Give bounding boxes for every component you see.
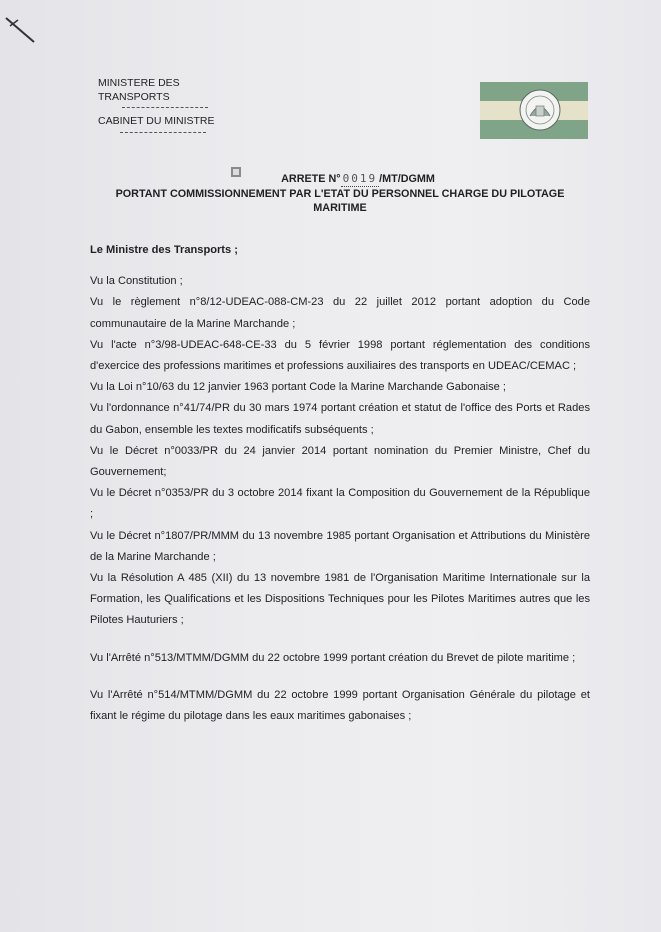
decree-title <box>96 172 584 215</box>
visa-paragraph: Vu le règlement n°8/12-UDEAC-088-CM-23 du 22 juillet 2012 portant adoption du Code communautaire de la Marine Marchande ; <box>90 296 590 330</box>
ministry-name: MINISTERE DES TRANSPORTS <box>98 77 180 103</box>
visa-paragraph: Vu l'acte n°3/98-UDEAC-648-CE-33 du 5 février 1998 portant réglementation des conditions d'exercice des professions maritimes et professions auxiliaires des transports en UDEAC/CEMAC ; <box>90 338 590 373</box>
decree-prefix: ARRETE N° <box>281 173 341 185</box>
pen-mark-icon <box>4 14 38 48</box>
ministry-header <box>98 76 248 139</box>
visa-paragraph: Vu le Décret n°0033/PR du 24 janvier 2014 portant nomination du Premier Ministre, Chef du Gouvernement; <box>90 444 590 479</box>
minister-line: Le Ministre des Transports ; <box>90 244 238 256</box>
decree-number-line <box>114 172 602 187</box>
gabonese-republic-emblem <box>480 82 588 139</box>
header-divider <box>120 131 206 133</box>
decree-subject-line2: MARITIME <box>313 202 367 214</box>
visa-paragraph: Vu la Constitution ; <box>90 275 183 288</box>
visa-paragraph: Vu la Résolution A 485 (XII) du 13 novembre 1981 de l'Organisation Maritime Internationale sur la Formation, les Qualifications et les Dispositions Techniques pour les Pilotes Maritimes autres que les Pilotes Hauturiers ; <box>90 572 590 627</box>
visa-paragraph: Vu l'Arrêté n°514/MTMM/DGMM du 22 octobre 1999 portant Organisation Générale du pilotage et fixant le régime du pilotage dans les eaux maritimes gabonaises ; <box>90 688 590 723</box>
visa-paragraph: Vu l'ordonnance n°41/74/PR du 30 mars 1974 portant création et statut de l'office des Ports et Rades du Gabon, ensemble les textes modificatifs subséquents ; <box>90 402 590 436</box>
visa-paragraph: Vu la Loi n°10/63 du 12 janvier 1963 portant Code la Marine Marchande Gabonaise ; <box>90 381 506 394</box>
cabinet-name: CABINET DU MINISTRE <box>98 115 215 127</box>
decree-number: 0019 <box>342 172 378 185</box>
decree-suffix: /MT/DGMM <box>379 173 435 185</box>
visa-paragraph: Vu le Décret n°1807/PR/MMM du 13 novembre 1985 portant Organisation et Attributions du Ministère de la Marine Marchande ; <box>90 529 590 563</box>
visa-paragraph: Vu le Décret n°0353/PR du 3 octobre 2014 fixant la Composition du Gouvernement de la République ; <box>90 487 590 521</box>
decree-subject-line1: PORTANT COMMISSIONNEMENT PAR L'ETAT DU PERSONNEL CHARGE DU PILOTAGE <box>115 188 565 200</box>
visa-paragraph: Vu l'Arrêté n°513/MTMM/DGMM du 22 octobre 1999 portant création du Brevet de pilote maritime ; <box>90 651 576 664</box>
header-divider <box>122 106 208 108</box>
decree-body <box>90 240 590 727</box>
